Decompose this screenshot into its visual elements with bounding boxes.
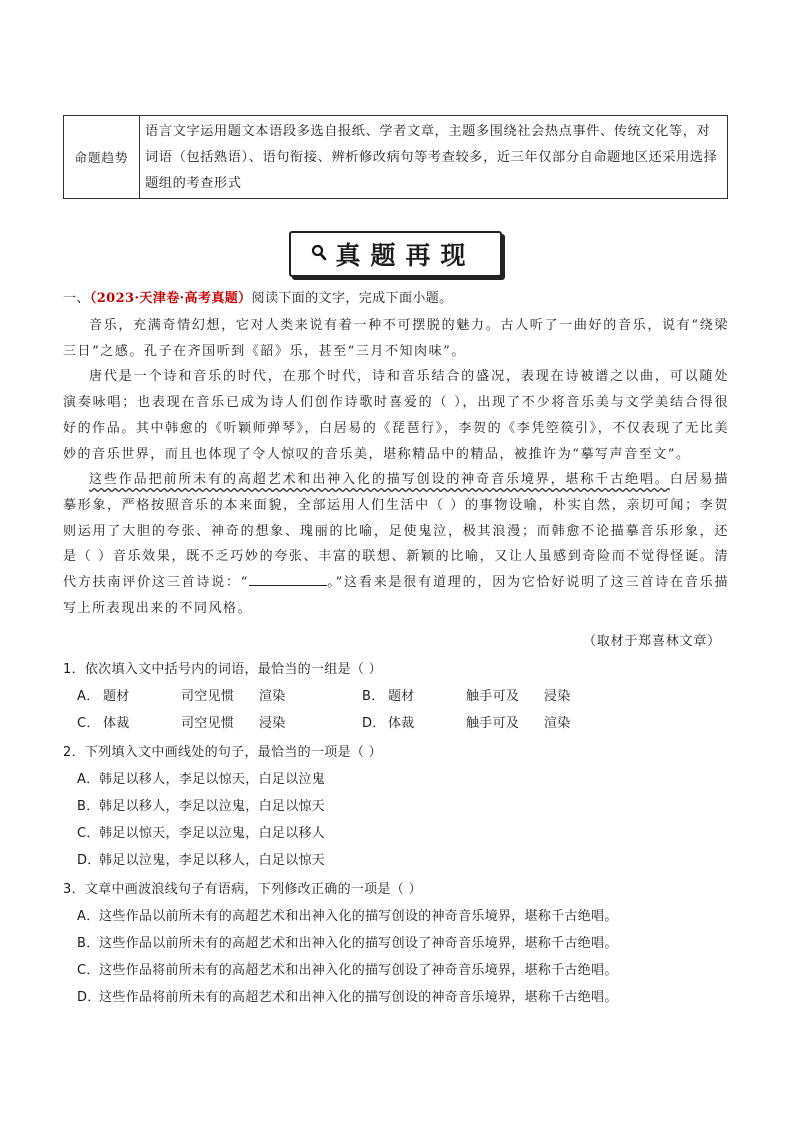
option-word-3: 浸染	[544, 689, 571, 705]
option-word-3: 浸染	[259, 716, 286, 732]
option-a[interactable]	[77, 683, 340, 710]
option-letter: B．	[362, 689, 385, 705]
option-letter: B．	[77, 936, 100, 952]
banner-title: 真题再现	[335, 241, 476, 270]
question-2	[63, 739, 729, 874]
section-banner	[289, 231, 502, 277]
attribution: （取材于郑喜林文章）	[582, 634, 721, 650]
wavy-sentence: 这些作品把前所未有的高超艺术和出神入化的描写创设的神奇音乐境界，堪称千古绝唱。	[89, 472, 670, 488]
question-2-stem: 2．下列填入文中画线处的句子，最恰当的一项是（ ）	[63, 745, 382, 761]
option-word-2: 触手可及	[466, 716, 520, 732]
option-letter: B．	[77, 799, 100, 815]
option-letter: D．	[362, 716, 386, 732]
passage-paragraph-3-body: 白居易描摹形象，严格按照音乐的本来面貌，全部运用人们生活中（ ）的事物设喻，朴实自然，亲切可闻；李贺则运用了大胆的夸张、神奇的想象、瑰丽的比喻，足使鬼泣，极其浪漫；而韩愈不论描摹音乐形象，还是（ ）音乐效果，既不乏巧妙的夸张、丰富的联想、新颖的比喻，又让人虽感到奇险而不觉得怪诞。清代方扶南评价这三首诗说：“	[63, 472, 730, 591]
option-text: 这些作品以前所未有的高超艺术和出神入化的描写创设的神奇音乐境界，堪称千古绝唱。	[99, 909, 618, 925]
option-word-2: 司空见惯	[181, 716, 235, 732]
option-letter: C．	[77, 716, 100, 732]
question-source: （2023·天津卷·高考真题）	[89, 291, 252, 306]
option-letter: D．	[77, 853, 101, 869]
option-c[interactable]	[63, 820, 729, 847]
option-text: 这些作品以前所未有的高超艺术和出神入化的描写创设了神奇音乐境界，堪称千古绝唱。	[99, 936, 618, 952]
option-letter: C．	[77, 826, 100, 842]
option-text: 这些作品将前所未有的高超艺术和出神入化的描写创设的神奇音乐境界，堪称千古绝唱。	[99, 990, 618, 1006]
option-d[interactable]	[362, 710, 625, 737]
trend-label: 命题趋势	[64, 116, 140, 198]
option-word-1: 题材	[103, 689, 130, 705]
option-text: 这些作品将前所未有的高超艺术和出神入化的描写创设了神奇音乐境界，堪称千古绝唱。	[99, 963, 618, 979]
question-1-stem: 1．依次填入文中括号内的词语，最恰当的一组是（ ）	[63, 662, 382, 678]
option-text: 韩足以移人，李足以泣鬼，白足以惊天	[99, 799, 326, 815]
question-3	[63, 876, 729, 1011]
question-1-options-row-1	[63, 683, 729, 710]
option-b[interactable]	[63, 930, 729, 957]
option-a[interactable]	[63, 903, 729, 930]
option-c[interactable]	[77, 710, 340, 737]
option-letter: A．	[77, 772, 100, 788]
passage-paragraph-3	[63, 467, 729, 621]
question-content	[63, 288, 729, 1011]
question-prefix: 一、	[63, 291, 90, 306]
option-word-1: 题材	[388, 689, 415, 705]
passage-paragraph-2: 唐代是一个诗和音乐的时代，在那个时代，诗和音乐结合的盛况，表现在诗被谱之以曲，可以随处演奏咏唱；也表现在音乐已成为诗人们创作诗歌时喜爱的（ ），出现了不少将音乐美与文学美结合得很好的作品。其中韩愈的《听颖师弹琴》，白居易的《琵琶行》，李贺的《李凭箜篌引》，不仅表现了无比美妙的音乐世界，而且也体现了令人惊叹的音乐美，堪称精品中的精品，被推许为“摹写声音至文”。	[63, 369, 729, 462]
option-c[interactable]	[63, 957, 729, 984]
option-text: 韩足以惊天，李足以泣鬼，白足以移人	[99, 826, 326, 842]
passage-paragraph-3-end: 。”这看来是很有道理的，因为它恰好说明了这三首诗在音乐描写上所表现出来的不同风格。	[63, 575, 730, 616]
option-word-1: 体裁	[388, 716, 415, 732]
passage-paragraph-1: 音乐，充满奇情幻想，它对人类来说有着一种不可摆脱的魅力。古人听了一曲好的音乐，说有“绕梁三日”之感。孔子在齐国听到《韶》乐，甚至“三月不知肉味”。	[63, 318, 729, 359]
question-instruction: 阅读下面的文字，完成下面小题。	[251, 291, 453, 306]
option-word-2: 触手可及	[466, 689, 520, 705]
question-1	[63, 656, 729, 737]
option-letter: C．	[77, 963, 100, 979]
search-icon	[311, 244, 327, 262]
option-letter: A．	[77, 909, 100, 925]
option-text: 韩足以泣鬼，李足以移人，白足以惊天	[99, 853, 326, 869]
option-b[interactable]	[362, 683, 625, 710]
option-a[interactable]	[63, 766, 729, 793]
option-d[interactable]	[63, 847, 729, 874]
option-word-3: 渲染	[544, 716, 571, 732]
question-header	[63, 288, 729, 310]
option-letter: D．	[77, 990, 101, 1006]
option-word-3: 渲染	[259, 689, 286, 705]
trend-text: 语言文字运用题文本语段多选自报纸、学者文章，主题多围绕社会热点事件、传统文化等，对词语（包括熟语）、语句衔接、辨析修改病句等考查较多，近三年仅部分自命题地区还采用选择题组的考查形式	[145, 124, 718, 191]
option-text: 韩足以移人，李足以惊天，白足以泣鬼	[99, 772, 326, 788]
fill-blank	[249, 573, 327, 586]
option-d[interactable]	[63, 984, 729, 1011]
option-word-1: 体裁	[103, 716, 130, 732]
trend-table	[63, 115, 728, 199]
option-word-2: 司空见惯	[181, 689, 235, 705]
question-1-options-row-2	[63, 710, 729, 737]
option-letter: A．	[77, 689, 100, 705]
option-b[interactable]	[63, 793, 729, 820]
question-3-stem: 3．文章中画波浪线句子有语病，下列修改正确的一项是（ ）	[63, 882, 422, 898]
